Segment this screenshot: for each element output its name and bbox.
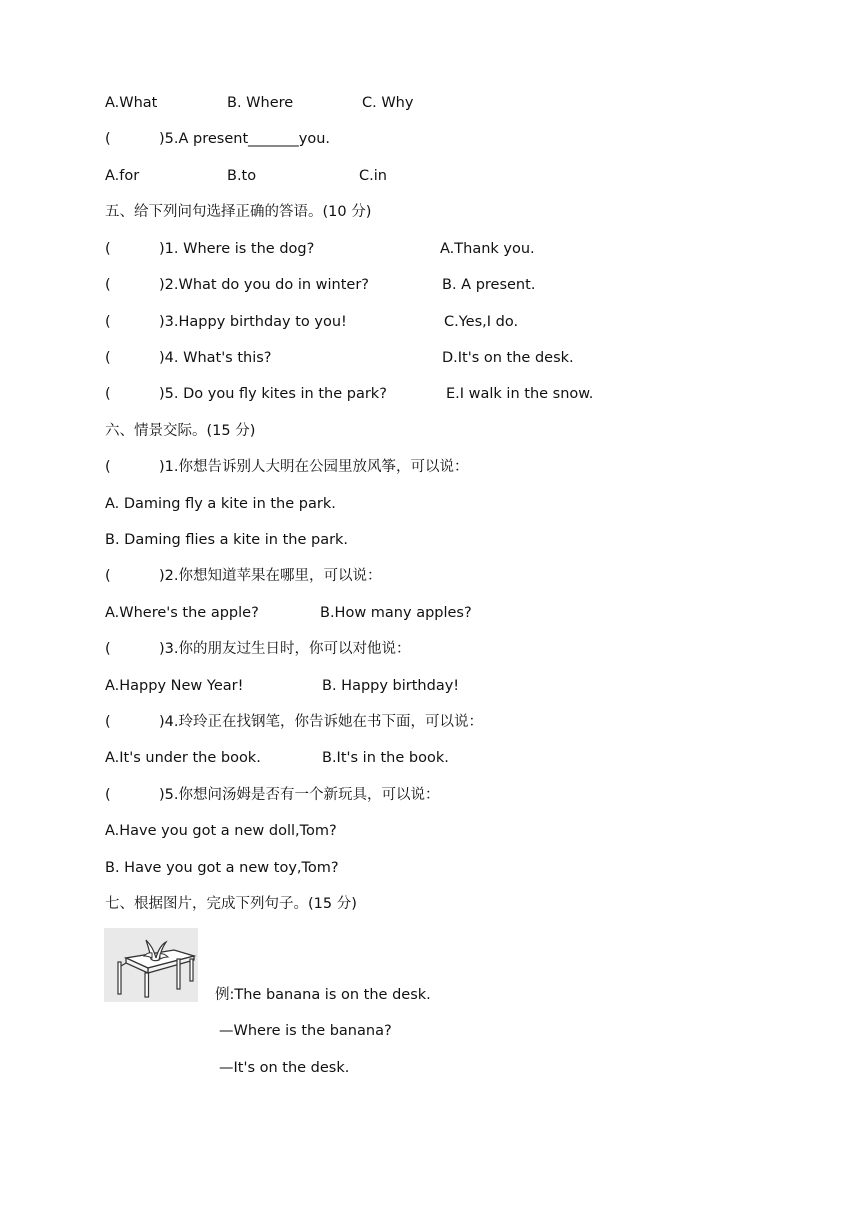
s6-q1-option-a: A. Daming fly a kite in the park. bbox=[105, 496, 336, 512]
s6-q3-question: )3.你的朋友过生日时，你可以对他说： bbox=[159, 641, 411, 657]
s6-q3-open: ( bbox=[105, 641, 111, 657]
s5-answer-a: A.Thank you. bbox=[440, 241, 535, 257]
banana-on-desk-illustration bbox=[104, 928, 198, 1002]
s6-q2-open: ( bbox=[105, 568, 111, 584]
q4-5-option-b: B.to bbox=[227, 168, 257, 184]
s6-q1-option-b: B. Daming flies a kite in the park. bbox=[105, 532, 349, 548]
q4-3-option-c: C. Why bbox=[362, 95, 414, 111]
q4-5-option-a: A.for bbox=[105, 168, 140, 184]
s7-question: —Where is the banana? bbox=[219, 1023, 392, 1039]
s6-q2-option-b: B.How many apples? bbox=[320, 605, 472, 621]
s5-answer-d: D.It's on the desk. bbox=[442, 350, 574, 366]
s7-example: 例:The banana is on the desk. bbox=[215, 987, 431, 1003]
q4-3-option-a: A.What bbox=[105, 95, 158, 111]
section7-title: 七、根据图片，完成下列句子。(15 分) bbox=[105, 896, 357, 912]
s5-answer-e: E.I walk in the snow. bbox=[446, 386, 594, 402]
s6-q3-option-b: B. Happy birthday! bbox=[322, 678, 460, 694]
q4-5-blank: _______you. bbox=[248, 131, 331, 147]
s5-q5-open: ( bbox=[105, 386, 111, 402]
section5-title: 五、给下列问句选择正确的答语。(10 分) bbox=[105, 204, 372, 220]
s5-q2-question: )2.What do you do in winter? bbox=[159, 277, 369, 293]
q4-5-answer-open: ( bbox=[105, 131, 111, 147]
s6-q5-question: )5.你想问汤姆是否有一个新玩具，可以说： bbox=[159, 787, 440, 803]
s6-q1-open: ( bbox=[105, 459, 111, 475]
s6-q1-question: )1.你想告诉别人大明在公园里放风筝，可以说： bbox=[159, 459, 469, 475]
s5-answer-b: B. A present. bbox=[442, 277, 536, 293]
s6-q4-option-b: B.It's in the book. bbox=[322, 750, 449, 766]
s6-q5-option-a: A.Have you got a new doll,Tom? bbox=[105, 823, 337, 839]
q4-3-option-b: B. Where bbox=[227, 95, 294, 111]
q4-5-option-c: C.in bbox=[359, 168, 387, 184]
s5-q5-question: )5. Do you fly kites in the park? bbox=[159, 386, 387, 402]
s5-q3-question: )3.Happy birthday to you! bbox=[159, 314, 347, 330]
q4-5-question: )5.A present bbox=[159, 131, 249, 147]
s7-answer: —It's on the desk. bbox=[219, 1060, 350, 1076]
s5-q4-open: ( bbox=[105, 350, 111, 366]
s5-q2-open: ( bbox=[105, 277, 111, 293]
s6-q5-open: ( bbox=[105, 787, 111, 803]
s6-q4-option-a: A.It's under the book. bbox=[105, 750, 261, 766]
s6-q2-option-a: A.Where's the apple? bbox=[105, 605, 259, 621]
s6-q4-question: )4.玲玲正在找钢笔，你告诉她在书下面，可以说： bbox=[159, 714, 483, 730]
s6-q4-open: ( bbox=[105, 714, 111, 730]
s6-q2-question: )2.你想知道苹果在哪里，可以说： bbox=[159, 568, 382, 584]
s5-q1-question: )1. Where is the dog? bbox=[159, 241, 315, 257]
s5-q3-open: ( bbox=[105, 314, 111, 330]
s5-q4-question: )4. What's this? bbox=[159, 350, 272, 366]
s6-q3-option-a: A.Happy New Year! bbox=[105, 678, 244, 694]
s5-q1-open: ( bbox=[105, 241, 111, 257]
s5-answer-c: C.Yes,I do. bbox=[444, 314, 519, 330]
section6-title: 六、情景交际。(15 分) bbox=[105, 423, 256, 439]
s6-q5-option-b: B. Have you got a new toy,Tom? bbox=[105, 860, 339, 876]
